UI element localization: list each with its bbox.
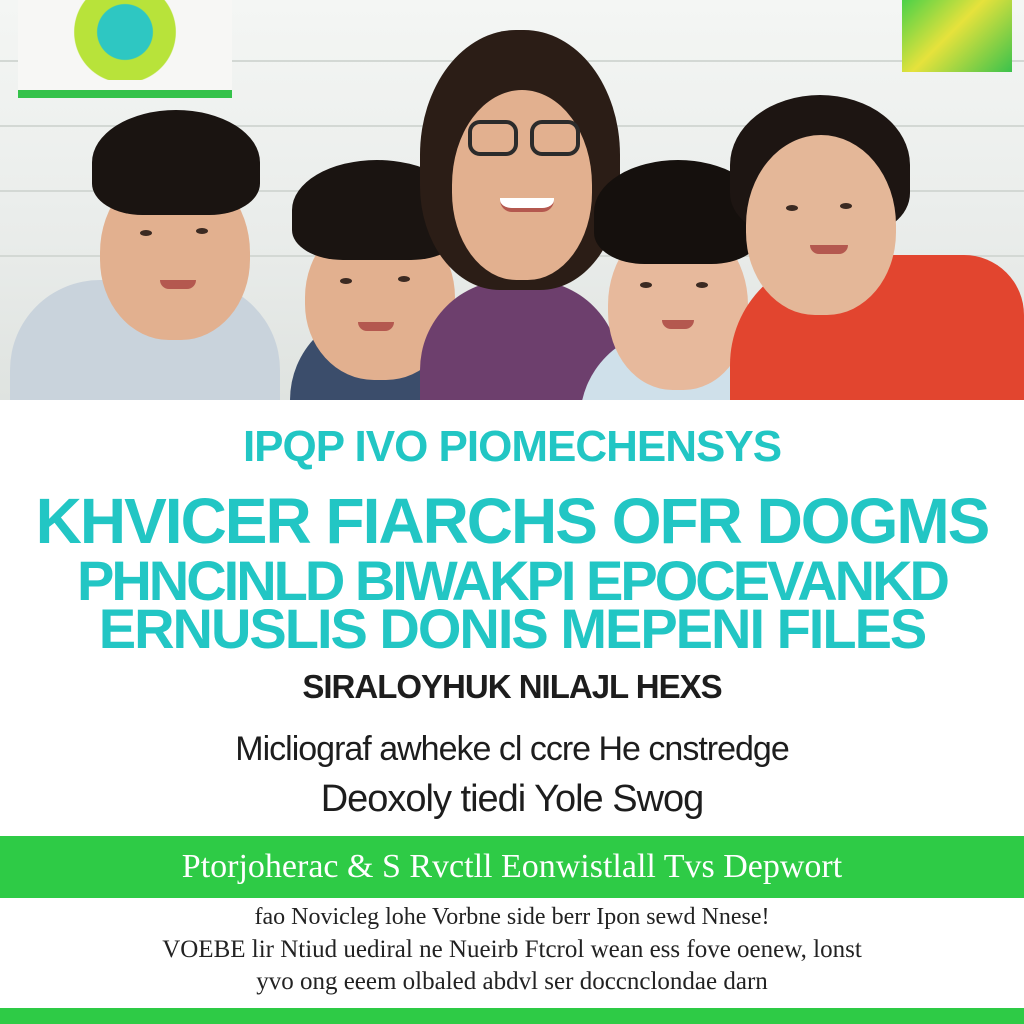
- headline-line-4: ERNUSLIS DONIS MEPENI FILES: [98, 597, 926, 660]
- wall-poster-right: [902, 0, 1012, 72]
- footer-line-1: fao Novicleg lohe Vorbne side berr Ipon sewd Nnese!: [254, 904, 770, 930]
- body-line-2: Deoxoly tiedi Yole Swog: [320, 778, 704, 820]
- headline-line-1: IPQP IVO PIOMECHENSYS: [242, 422, 782, 471]
- body-line-1: Micliograf awheke cl ccre He cnstredge: [235, 730, 789, 768]
- green-banner: [0, 836, 1024, 898]
- bottom-bar: [0, 1008, 1024, 1024]
- footer-line-2: VOEBE lir Ntiud uediral ne Nueirb Ftcrol wean ess fove oenew, lonst: [162, 936, 862, 963]
- banner-text: Ptorjoherac & S Rvctll Eonwistlall Tvs Depwort: [181, 848, 843, 885]
- headline-line-3: PHNCINLD BIWAKPI EPOCEVANKD: [76, 549, 947, 612]
- footer-line-3: yvo ong eeem olbaled abdvl ser doccnclondae darn: [256, 968, 768, 995]
- family-photo: [0, 0, 1024, 400]
- headline-line-2: KHVICER FIARCHS OFR DOGMS: [35, 485, 989, 557]
- wall-poster-left: [18, 0, 232, 98]
- child-left: [0, 110, 300, 400]
- subheading: SIRALOYHUK NILAJL HEXS: [302, 668, 722, 705]
- adult-woman-right: [730, 95, 1024, 400]
